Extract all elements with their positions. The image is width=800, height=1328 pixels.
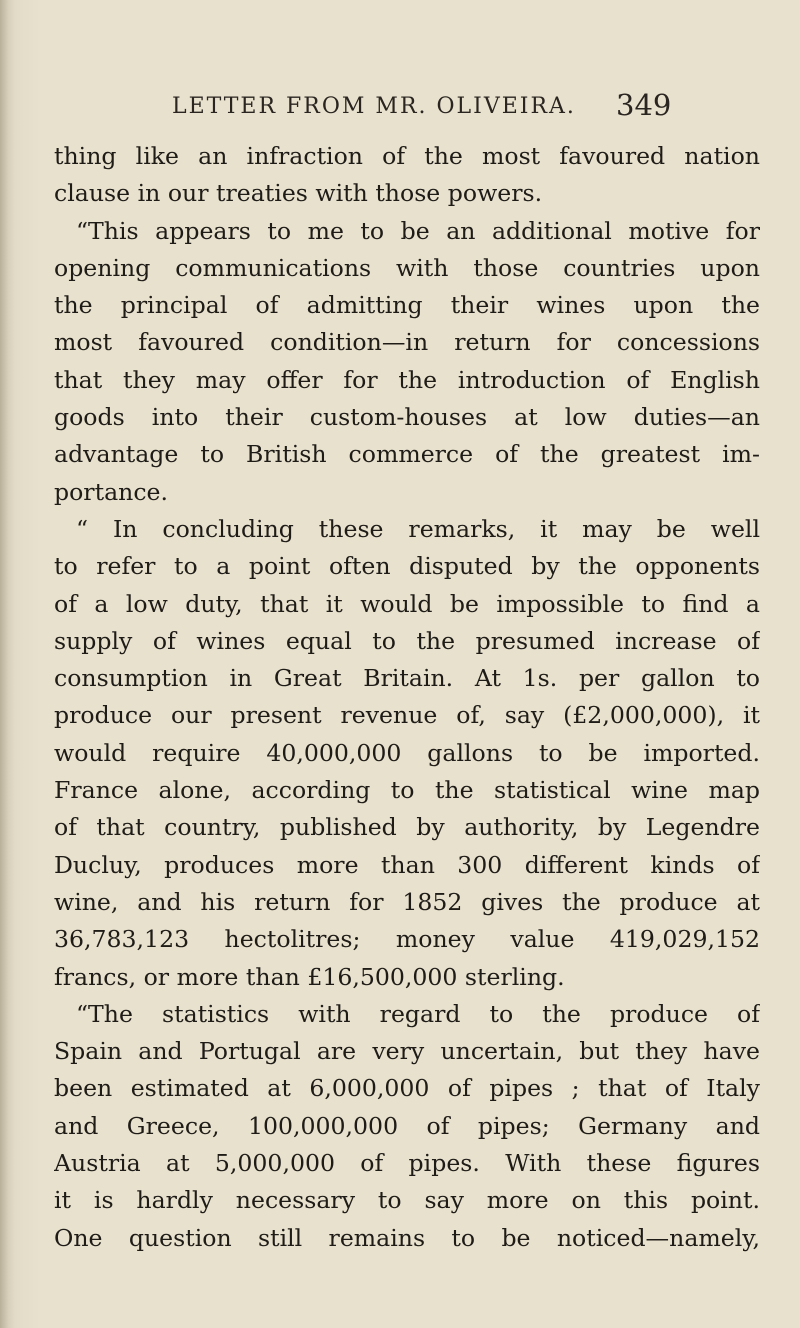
text-line: opening communications with those countries upon <box>54 253 760 282</box>
text-line: francs, or more than £16,500,000 sterling. <box>54 962 565 991</box>
text-line: Spain and Portugal are very uncertain, but they have <box>54 1037 760 1066</box>
text-line: “This appears to me to be an additional motive for <box>76 216 760 245</box>
text-line: would require 40,000,000 gallons to be imported. <box>54 738 760 767</box>
text-line: advantage to British commerce of the greatest im- <box>54 440 760 469</box>
text-line: Austria at 5,000,000 of pipes. With these figures <box>54 1149 760 1178</box>
page-gutter-shadow <box>0 0 14 1328</box>
text-line: wine, and his return for 1852 gives the produce at <box>54 887 760 916</box>
text-line: of a low duty, that it would be impossible to find a <box>54 589 760 618</box>
text-line: the principal of admitting their wines upon the <box>54 291 760 320</box>
text-line: that they may offer for the introduction of English <box>54 365 760 394</box>
text-line: clause in our treaties with those powers. <box>54 179 543 208</box>
text-line: One question still remains to be noticed—namely, <box>54 1223 760 1252</box>
text-line: and Greece, 100,000,000 of pipes; Germany and <box>54 1111 760 1140</box>
running-head: LETTER FROM MR. OLIVEIRA. <box>172 94 576 119</box>
text-line: it is hardly necessary to say more on this point. <box>54 1186 760 1215</box>
page-number: 349 <box>616 88 672 122</box>
body-text <box>54 138 760 1257</box>
text-line: “The statistics with regard to the produce of <box>76 999 760 1028</box>
text-line: goods into their custom-houses at low duties—an <box>54 403 760 432</box>
text-line: produce our present revenue of, say (£2,000,000), it <box>54 701 760 730</box>
text-line: France alone, according to the statistical wine map <box>54 776 760 805</box>
text-line: of that country, published by authority, by Legendre <box>54 813 760 842</box>
text-line: Ducluy, produces more than 300 different kinds of <box>54 850 760 879</box>
text-line: 36,783,123 hectolitres; money value 419,029,152 <box>54 925 760 954</box>
text-line: thing like an infraction of the most favoured nation <box>54 142 760 170</box>
text-line: portance. <box>54 477 169 506</box>
text-line: consumption in Great Britain. At 1s. per gallon to <box>54 664 760 693</box>
text-line: been estimated at 6,000,000 of pipes ; that of Italy <box>54 1074 760 1103</box>
text-line: “ In concluding these remarks, it may be well <box>76 514 760 543</box>
text-line: to refer to a point often disputed by the opponents <box>54 552 760 581</box>
text-line: most favoured condition—in return for concessions <box>54 328 760 357</box>
text-line: supply of wines equal to the presumed increase of <box>54 626 760 655</box>
page-header <box>172 88 772 128</box>
